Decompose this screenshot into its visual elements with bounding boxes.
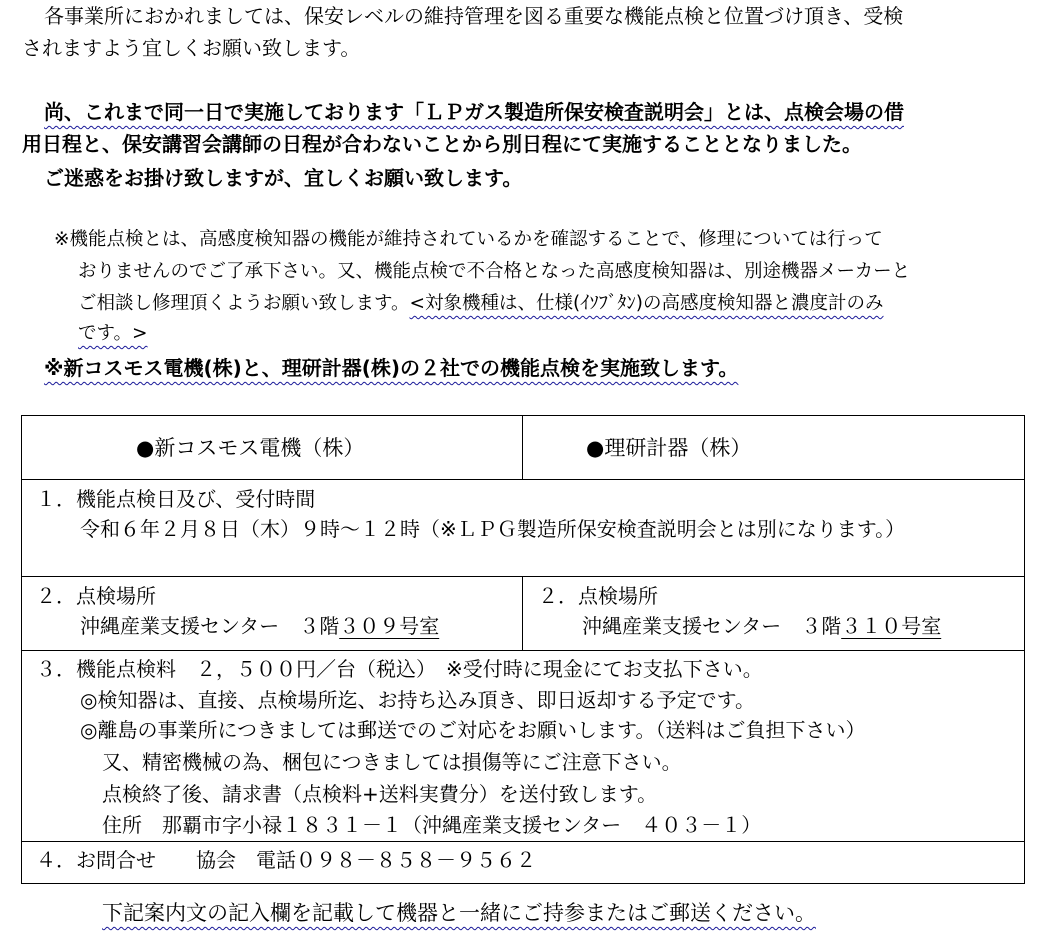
footer-instruction-text: 下記案内文の記入欄を記載して機器と一緒にご持参またはご郵送ください。 [102, 901, 816, 925]
note-line-4 [78, 320, 148, 348]
intro-paragraph-1-line-1: 各事業所におかれましては、保安レベルの維持管理を図る重要な機能点検と位置づけ頂き、受検 [44, 4, 904, 28]
note-line-3 [78, 290, 883, 318]
footer-instruction [102, 899, 816, 927]
room-310: ３１０号室 [841, 614, 942, 638]
section-3-bring-in: ◎検知器は、直接、点検場所迄、お持ち込み頂き、即日返却する予定です。 [80, 688, 756, 712]
target-models-note: <対象機種は、仕様(ｲｿﾌﾞﾀﾝ)の高感度検知器と濃度計のみ [409, 293, 884, 314]
note-line-1: ※機能点検とは、高感度検知器の機能が維持されているかを確認することで、修理については行って [54, 229, 883, 250]
header-cosmos: ●新コスモス電機（株） [136, 436, 365, 460]
intro-paragraph-1-line-2: されますよう宜しくお願い致します。 [22, 36, 361, 60]
section-3-packing: 又、精密機械の為、梱包につきましては損傷等にご注意下さい。 [102, 750, 682, 774]
intro-paragraph-3: ご迷惑をお掛け致しますが、宜しくお願い致します。 [44, 166, 523, 190]
room-309: ３０９号室 [339, 614, 440, 638]
intro-paragraph-2-line-2: 用日程と、保安講習会講師の日程が合わないことから別日程にて実施することとなりました。 [22, 132, 862, 156]
section-2-place-left [80, 612, 439, 640]
note-line-2: おりませんのでご了承下さい。又、機能点検で不合格となった高感度検知器は、別途機器メーカーと [78, 261, 911, 282]
two-companies-note: ※新コスモス電機(株)と、理研計器(株)の２社での機能点検を実施致します。 [44, 356, 739, 380]
note-line-3-text: ご相談し修理頂くようお願い致します。 [78, 293, 410, 314]
section-2-title-right: ２．点検場所 [538, 584, 658, 608]
section-1-date-time: 令和６年２月８日（木）９時～１２時（※ＬＰＧ製造所保安検査説明会とは別になります。） [80, 517, 906, 541]
note-line-5 [44, 354, 738, 382]
section-2-place-right [582, 612, 941, 640]
section-3-invoice: 点検終了後、請求書（点検料+送料実費分）を送付致します。 [102, 782, 658, 806]
place-left-building: 沖縄産業支援センター ３階 [80, 614, 340, 638]
intro-paragraph-2-line-1 [44, 98, 904, 126]
section-3-remote-islands: ◎離島の事業所につきましては郵送でのご対応をお願いします。（送料はご負担下さい） [80, 718, 866, 742]
target-models-note-end: です。> [78, 323, 148, 344]
header-riken: ●理研計器（株） [586, 436, 752, 460]
intro-paragraph-2-line-1-text: 尚、これまで同一日で実施しております「ＬＰガス製造所保安検査説明会」とは、点検会場の借 [44, 100, 904, 124]
section-3-address: 住所 那覇市字小禄１８３１－１（沖縄産業支援センター ４０３－１） [102, 813, 762, 837]
section-1-title: １．機能点検日及び、受付時間 [36, 487, 316, 511]
section-4-contact: ４．お問合せ 協会 電話０９８－８５８－９５６２ [36, 848, 536, 872]
section-2-title-left: ２．点検場所 [36, 584, 156, 608]
section-3-fee: ３．機能点検料 ２，５００円／台（税込） ※受付時に現金にてお支払下さい。 [36, 657, 763, 681]
place-right-building: 沖縄産業支援センター ３階 [582, 614, 842, 638]
